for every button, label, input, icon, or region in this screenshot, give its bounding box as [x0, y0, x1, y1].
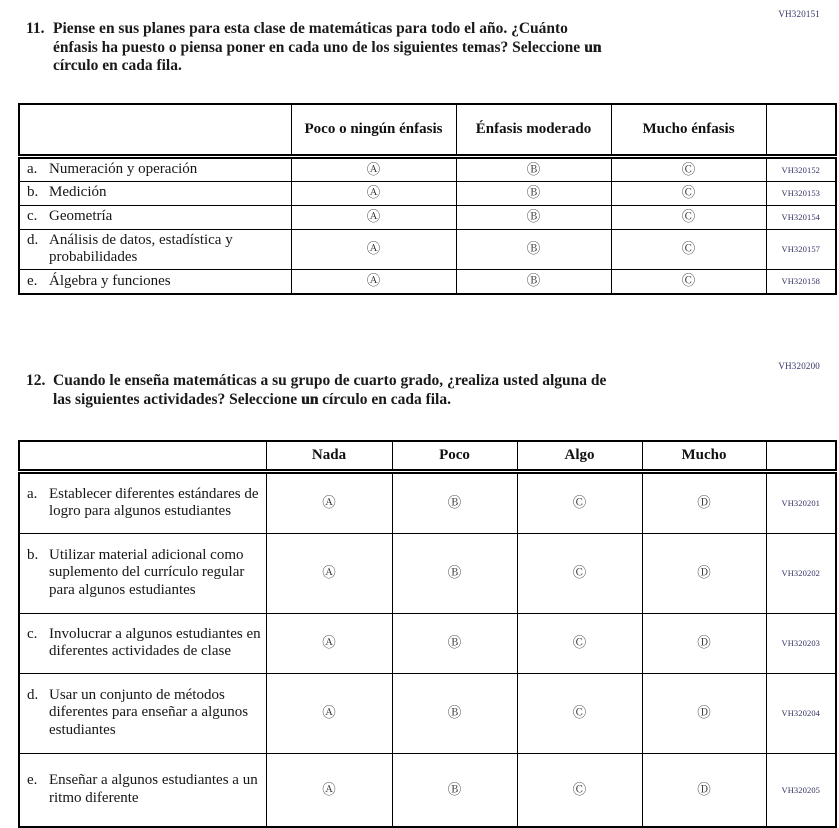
- q12-header-algo: Algo: [517, 441, 642, 471]
- table-row: [19, 471, 836, 533]
- row-code: VH320204: [766, 673, 836, 753]
- question-12: [26, 372, 606, 409]
- q12-header-row: [19, 441, 836, 471]
- row-label: Establecer diferentes estándares de logro para algunos estudiantes: [49, 485, 259, 519]
- row-code: VH320152: [766, 156, 836, 181]
- option-circle-c[interactable]: Ⓒ: [572, 565, 587, 581]
- q11-header-code-blank: [766, 104, 836, 156]
- row-letter: d.: [27, 231, 39, 248]
- q11-emphasis-table: [18, 103, 837, 295]
- q12-header-blank: [19, 441, 266, 471]
- emphasized-word: un: [301, 390, 319, 408]
- q12-header-poco: Poco: [392, 441, 517, 471]
- option-circle-b[interactable]: Ⓑ: [447, 565, 462, 581]
- row-code: VH320157: [766, 229, 836, 269]
- option-circle-a[interactable]: Ⓐ: [366, 209, 381, 225]
- row-label: Análisis de datos, estadística y probabilidades: [49, 231, 233, 265]
- option-circle-a[interactable]: Ⓐ: [366, 241, 381, 257]
- row-label: Geometría: [49, 208, 113, 225]
- row-label: Involucrar a algunos estudiantes en diferentes actividades de clase: [49, 625, 261, 659]
- table-row: [19, 753, 836, 827]
- question-11-code: VH320151: [778, 9, 820, 19]
- table-row: [19, 269, 836, 294]
- option-circle-b[interactable]: Ⓑ: [526, 209, 541, 225]
- row-letter: c.: [27, 625, 38, 642]
- option-circle-c[interactable]: Ⓒ: [681, 241, 696, 257]
- row-label: Álgebra y funciones: [49, 272, 171, 289]
- row-item: [20, 624, 266, 663]
- row-label: Utilizar material adicional como suplemento del currículo regular para algunos estudiantes: [49, 546, 245, 598]
- row-letter: e.: [27, 272, 38, 289]
- row-item: [20, 484, 266, 523]
- option-circle-a[interactable]: Ⓐ: [322, 781, 336, 798]
- q12-header-code-blank: [766, 441, 836, 471]
- row-letter: b.: [27, 546, 39, 563]
- row-item: [20, 271, 291, 293]
- question-11: [26, 20, 601, 76]
- q12-activities-table: [18, 440, 837, 828]
- option-circle-d[interactable]: Ⓓ: [697, 705, 711, 721]
- table-row: [19, 181, 836, 205]
- row-code: VH320203: [766, 613, 836, 673]
- option-circle-c[interactable]: Ⓒ: [681, 209, 696, 225]
- option-circle-c[interactable]: Ⓒ: [681, 161, 696, 178]
- option-circle-b[interactable]: Ⓑ: [447, 781, 462, 798]
- row-item: [20, 685, 266, 742]
- row-label: Medición: [49, 184, 107, 201]
- table-row: [19, 229, 836, 269]
- row-code: VH320202: [766, 533, 836, 613]
- option-circle-b[interactable]: Ⓑ: [526, 241, 541, 257]
- row-code: VH320154: [766, 205, 836, 229]
- row-letter: a.: [27, 160, 38, 177]
- table-row: [19, 673, 836, 753]
- table-row: [19, 533, 836, 613]
- row-label: Enseñar a algunos estudiantes a un ritmo diferente: [49, 772, 258, 806]
- question-12-code: VH320200: [778, 361, 820, 371]
- option-circle-a[interactable]: Ⓐ: [322, 565, 336, 581]
- row-item: [20, 770, 266, 809]
- option-circle-d[interactable]: Ⓓ: [697, 781, 711, 798]
- q12-header-mucho: Mucho: [642, 441, 766, 471]
- option-circle-b[interactable]: Ⓑ: [447, 705, 462, 721]
- row-label: Numeración y operación: [49, 160, 198, 177]
- option-circle-c[interactable]: Ⓒ: [572, 705, 587, 721]
- row-code: VH320158: [766, 269, 836, 294]
- option-circle-a[interactable]: Ⓐ: [322, 635, 336, 651]
- option-circle-c[interactable]: Ⓒ: [681, 273, 696, 290]
- q11-header-poco: Poco o ningún énfasis: [291, 104, 456, 156]
- table-row: [19, 156, 836, 181]
- question-12-number: 12.: [26, 372, 46, 389]
- q11-header-blank: [19, 104, 291, 156]
- row-letter: d.: [27, 686, 39, 703]
- option-circle-d[interactable]: Ⓓ: [697, 495, 711, 511]
- option-circle-a[interactable]: Ⓐ: [366, 161, 381, 178]
- option-circle-b[interactable]: Ⓑ: [447, 635, 462, 651]
- row-code: VH320153: [766, 181, 836, 205]
- row-code: VH320201: [766, 471, 836, 533]
- option-circle-b[interactable]: Ⓑ: [526, 273, 541, 290]
- option-circle-a[interactable]: Ⓐ: [366, 185, 381, 201]
- option-circle-c[interactable]: Ⓒ: [572, 635, 587, 651]
- row-letter: e.: [27, 772, 38, 789]
- table-row: [19, 205, 836, 229]
- q11-header-row: [19, 104, 836, 156]
- option-circle-d[interactable]: Ⓓ: [697, 565, 711, 581]
- option-circle-d[interactable]: Ⓓ: [697, 635, 711, 651]
- q11-header-mucho: Mucho énfasis: [611, 104, 766, 156]
- row-code: VH320205: [766, 753, 836, 827]
- option-circle-a[interactable]: Ⓐ: [322, 705, 336, 721]
- question-11-text: Piense en sus planes para esta clase de matemáticas para todo el año. ¿Cuánto énfasis ha puesto o piensa poner en cada uno de los siguientes temas? Seleccione un círculo en cada fila.: [53, 20, 602, 74]
- question-12-text: Cuando le enseña matemáticas a su grupo de cuarto grado, ¿realiza usted alguna de las siguientes actividades? Seleccione un círculo en cada fila.: [53, 372, 607, 408]
- row-letter: a.: [27, 485, 38, 502]
- row-item: [20, 206, 291, 228]
- option-circle-c[interactable]: Ⓒ: [572, 495, 587, 511]
- row-item: [20, 159, 291, 181]
- option-circle-a[interactable]: Ⓐ: [366, 273, 381, 290]
- option-circle-c[interactable]: Ⓒ: [572, 781, 587, 798]
- row-item: [20, 545, 266, 602]
- question-11-number: 11.: [26, 20, 45, 37]
- option-circle-b[interactable]: Ⓑ: [526, 161, 541, 178]
- q11-header-moderado: Énfasis moderado: [456, 104, 611, 156]
- row-letter: b.: [27, 184, 39, 201]
- table-row: [19, 613, 836, 673]
- option-circle-c[interactable]: Ⓒ: [681, 185, 696, 201]
- row-item: [20, 182, 291, 204]
- row-letter: c.: [27, 208, 38, 225]
- option-circle-b[interactable]: Ⓑ: [447, 495, 462, 511]
- q12-header-nada: Nada: [266, 441, 392, 471]
- row-label: Usar un conjunto de métodos diferentes para enseñar a algunos estudiantes: [49, 686, 249, 738]
- option-circle-b[interactable]: Ⓑ: [526, 185, 541, 201]
- row-item: [20, 230, 291, 269]
- option-circle-a[interactable]: Ⓐ: [322, 495, 336, 511]
- emphasized-word: un: [584, 38, 602, 56]
